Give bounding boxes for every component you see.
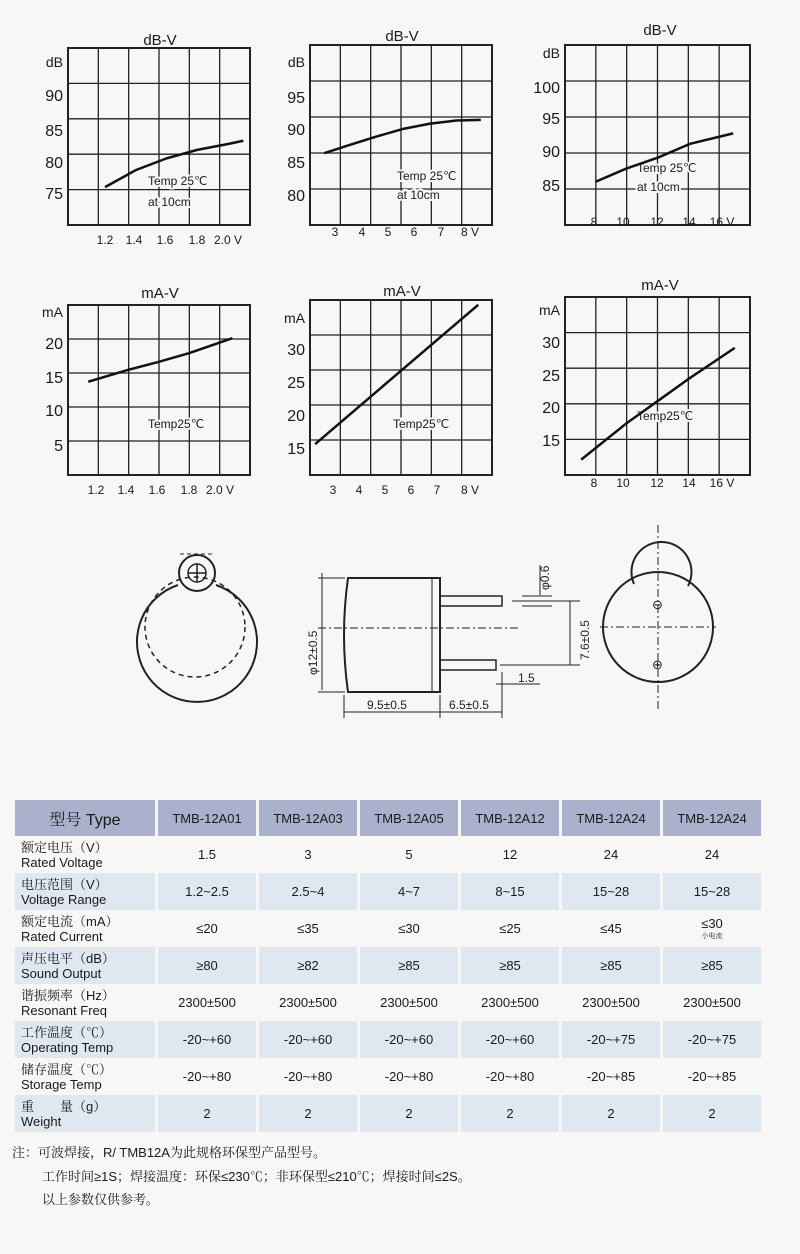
y-axis-unit: dB [287,54,305,70]
cell-value: ≥85 [398,958,420,973]
chart-annotation: at 10cm [637,180,680,194]
table-cell [562,1058,660,1095]
row-label-en: Sound Output [21,965,102,981]
x-tick-label: 7 [433,483,441,497]
x-tick-label: 1.4 [117,483,135,497]
cell-value: 2300±500 [279,995,337,1010]
row-label-cn: 声压电平（dB） [21,950,115,966]
cell-value: 3 [304,847,312,862]
table-row [15,910,761,947]
header-cell: TMB-12A03 [259,800,357,836]
note-line-1: 注：可波焊接，R/ TMB12A为此规格环保型产品型号。 [12,1145,326,1160]
cell-subnote: 小电流 [701,933,723,940]
cell-value: 2300±500 [481,995,539,1010]
table-cell [158,836,256,873]
row-label-cn: 额定电流（mA） [21,913,119,929]
x-tick-label: 1.8 [180,483,198,497]
cell-value: 8~15 [495,884,525,899]
chart-title: dB-V [143,32,177,49]
header-cell: TMB-12A24 [663,800,761,836]
cell-value: ≤35 [297,921,319,936]
cell-value: 2.5~4 [291,884,325,899]
x-tick-label: 1.4 [125,233,143,247]
table-header-row [15,800,761,836]
table-cell [360,910,458,947]
row-label [15,1021,155,1058]
y-axis-unit: dB [45,54,63,70]
table-cell [663,984,761,1021]
chart-annotation: Temp 25℃ [637,161,697,175]
row-label-cn: 谐振频率（Hz） [21,987,115,1003]
row-label-en: Weight [21,1113,62,1129]
table-cell [158,910,256,947]
chart-title: dB-V [385,28,419,45]
chart-3 [533,22,750,229]
cell-value: ≤30 [701,916,723,931]
x-tick-label: 5 [381,483,389,497]
row-label [15,1058,155,1095]
cell-value: 2 [708,1106,716,1121]
x-tick-label: 1.8 [188,233,206,247]
cell-value: 1.5 [197,847,217,862]
y-tick-label: 85 [287,155,305,172]
body-length-label: 9.5±0.5 [367,698,407,712]
table-cell [259,1021,357,1058]
cell-value: -20~+85 [687,1069,737,1084]
y-tick-label: 15 [45,370,63,387]
negative-terminal-mark: ⊖ [652,597,663,612]
row-label-en: Rated Current [21,928,103,944]
bottom-view-drawing [600,525,716,712]
x-tick-label: 2.0 V [205,483,235,497]
chart-6 [539,277,750,490]
table-cell [259,1058,357,1095]
x-tick-label: 7 [437,225,445,239]
table-cell [259,836,357,873]
table-cell [158,873,256,910]
cell-value: -20~+60 [485,1032,535,1047]
y-tick-label: 80 [287,188,305,205]
cell-value: -20~+75 [586,1032,636,1047]
pin-diameter-label: φ0.6 [538,565,552,590]
table-cell [259,947,357,984]
x-tick-label: 16 V [709,215,735,229]
y-tick-label: 85 [542,178,560,195]
cell-value: 15~28 [592,884,630,899]
chart-5 [284,283,492,497]
y-tick-label: 95 [542,111,560,128]
cell-value: -20~+60 [384,1032,434,1047]
y-tick-label: 95 [287,90,305,107]
cell-value: 2300±500 [683,995,741,1010]
x-tick-label: 4 [355,483,363,497]
table-cell [259,984,357,1021]
table-cell [259,1095,357,1132]
x-tick-label: 10 [616,215,630,229]
x-tick-label: 1.2 [96,233,114,247]
pin-length-label: 6.5±0.5 [449,698,489,712]
table-row [15,1058,761,1095]
table-cell [259,873,357,910]
table-cell [158,984,256,1021]
x-tick-label: 14 [682,476,696,490]
x-tick-label: 8 [590,476,598,490]
y-tick-label: 90 [542,144,560,161]
diameter-label: φ12±0.5 [306,630,320,675]
table-cell [663,947,761,984]
y-axis-unit: mA [42,304,63,320]
table-cell [663,1095,761,1132]
table-cell [663,910,761,947]
table-cell [562,1095,660,1132]
y-axis-unit: mA [539,302,560,318]
cell-value: ≤30 [398,921,420,936]
header-cell: TMB-12A05 [360,800,458,836]
table-row [15,836,761,873]
header-cell: TMB-12A24 [562,800,660,836]
chart-annotation: at 10cm [397,188,440,202]
table-cell [461,836,559,873]
cell-value: ≥80 [196,958,218,973]
cell-value: -20~+80 [182,1069,232,1084]
cell-value: 2 [304,1106,312,1121]
chart-annotation: Temp 25℃ [148,174,208,188]
x-tick-label: 14 [682,215,696,229]
table-cell [360,984,458,1021]
row-label-en: Rated Voltage [21,854,103,870]
top-view-drawing [137,554,257,702]
table-cell [663,1021,761,1058]
chart-title: mA-V [383,283,421,300]
cell-value: -20~+85 [586,1069,636,1084]
x-tick-label: 16 V [709,476,735,490]
pin-pitch-label: 7.6±0.5 [578,620,592,660]
row-label [15,836,155,873]
chart-title: mA-V [141,285,179,302]
cell-value: 2 [506,1106,514,1121]
x-tick-label: 1.6 [148,483,166,497]
cell-value: -20~+80 [485,1069,535,1084]
spec-table [12,800,764,1132]
cell-value: ≥85 [600,958,622,973]
table-cell [562,873,660,910]
x-tick-label: 8 V [460,225,480,239]
table-cell [158,1095,256,1132]
y-axis-unit: mA [284,310,305,326]
cell-value: 5 [405,847,413,862]
x-tick-label: 12 [650,476,664,490]
cell-value: 24 [603,847,619,862]
row-label-cn: 额定电压（V） [21,839,108,855]
table-row [15,984,761,1021]
row-label-en: Operating Temp [21,1039,114,1055]
y-tick-label: 5 [54,438,63,455]
table-cell [461,910,559,947]
table-cell [158,947,256,984]
table-cell [461,1095,559,1132]
table-cell [562,836,660,873]
table-cell [461,1021,559,1058]
x-tick-label: 6 [410,225,418,239]
row-label [15,873,155,910]
row-label [15,1095,155,1132]
row-label-en: Voltage Range [21,891,107,907]
table-cell [461,873,559,910]
y-tick-label: 20 [542,400,560,417]
cell-value: ≤45 [600,921,622,936]
table-cell [360,836,458,873]
chart-4 [42,285,250,497]
cell-value: 4~7 [397,884,421,899]
y-tick-label: 25 [542,368,560,385]
x-tick-label: 12 [650,215,664,229]
y-tick-label: 15 [287,441,305,458]
cell-value: 2 [405,1106,413,1121]
note-line-2: 工作时间≥1S；焊接温度：环保≤230℃；非环保型≤210℃；焊接时间≤2S。 [42,1169,471,1184]
chart-annotation: Temp 25℃ [397,169,457,183]
x-tick-label: 3 [329,483,337,497]
note-line-3: 以上参数仅供参考。 [42,1192,160,1207]
row-label-cn: 电压范围（V） [21,876,108,892]
y-tick-label: 85 [45,123,63,140]
table-cell [461,984,559,1021]
table-row [15,947,761,984]
table-cell [562,1021,660,1058]
y-tick-label: 20 [287,408,305,425]
table-cell [360,1021,458,1058]
cell-value: -20~+80 [384,1069,434,1084]
chart-annotation: Temp25℃ [637,409,694,423]
chart-annotation: at 10cm [148,195,191,209]
cell-value: ≥85 [499,958,521,973]
x-tick-label: 4 [358,225,366,239]
series-line [88,338,232,382]
characteristic-charts [0,0,800,520]
cell-value: -20~+75 [687,1032,737,1047]
cell-value: -20~+80 [283,1069,333,1084]
cell-value: 15~28 [693,884,731,899]
table-row [15,1021,761,1058]
chart-annotation: Temp25℃ [393,417,450,431]
table-cell [562,947,660,984]
row-label [15,984,155,1021]
y-tick-label: 100 [533,80,560,97]
table-cell [663,873,761,910]
y-tick-label: 80 [45,155,63,172]
x-tick-label: 1.2 [87,483,105,497]
y-tick-label: 30 [287,342,305,359]
cell-value: ≤25 [499,921,521,936]
cell-value: -20~+60 [283,1032,333,1047]
header-cell: 型号 Type [15,800,155,836]
row-label-cn: 储存温度（℃） [21,1061,113,1077]
table-cell [259,910,357,947]
y-tick-label: 10 [45,403,63,420]
cell-value: 2300±500 [582,995,640,1010]
table-cell [158,1058,256,1095]
cell-value: 1.2~2.5 [185,884,229,899]
y-tick-label: 30 [542,335,560,352]
header-cell: TMB-12A01 [158,800,256,836]
y-tick-label: 15 [542,433,560,450]
chart-annotation: Temp25℃ [148,417,205,431]
y-axis-unit: dB [542,45,560,61]
table-row [15,873,761,910]
x-tick-label: 5 [384,225,392,239]
y-tick-label: 90 [45,88,63,105]
table-cell [461,1058,559,1095]
side-view-drawing [318,565,580,718]
table-cell [461,947,559,984]
table-cell [663,836,761,873]
chart-2 [287,28,492,239]
cell-value: 24 [704,847,720,862]
chart-title: dB-V [643,22,677,39]
x-tick-label: 6 [407,483,415,497]
table-cell [360,947,458,984]
chart-1 [45,32,250,247]
cell-value: ≥85 [701,958,723,973]
row-label-en: Storage Temp [21,1076,102,1092]
table-cell [663,1058,761,1095]
pin-offset-label: 1.5 [518,671,535,685]
series-line [324,120,481,153]
x-tick-label: 8 [590,215,598,229]
x-tick-label: 1.6 [156,233,174,247]
x-tick-label: 8 V [460,483,480,497]
chart-title: mA-V [641,277,679,294]
y-tick-label: 75 [45,186,63,203]
row-label-cn: 重 量（g） [21,1098,107,1114]
cell-value: ≥82 [297,958,319,973]
row-label-en: Resonant Freq [21,1002,107,1018]
cell-value: ≤20 [196,921,218,936]
table-cell [360,1058,458,1095]
table-cell [360,873,458,910]
x-tick-label: 3 [331,225,339,239]
row-label-cn: 工作温度（℃） [21,1024,113,1040]
y-tick-label: 20 [45,336,63,353]
table-cell [562,910,660,947]
table-cell [562,984,660,1021]
table-cell [158,1021,256,1058]
x-tick-label: 2.0 V [213,233,243,247]
y-tick-label: 25 [287,375,305,392]
table-row [15,1095,761,1132]
header-cell: TMB-12A12 [461,800,559,836]
cell-value: 2300±500 [178,995,236,1010]
cell-value: 12 [502,847,518,862]
y-tick-label: 90 [287,122,305,139]
cell-value: 2 [607,1106,615,1121]
positive-terminal-mark: ⊕ [652,657,663,672]
row-label [15,910,155,947]
cell-value: 2 [203,1106,211,1121]
table-cell [360,1095,458,1132]
cell-value: -20~+60 [182,1032,232,1047]
row-label [15,947,155,984]
cell-value: 2300±500 [380,995,438,1010]
x-tick-label: 10 [616,476,630,490]
